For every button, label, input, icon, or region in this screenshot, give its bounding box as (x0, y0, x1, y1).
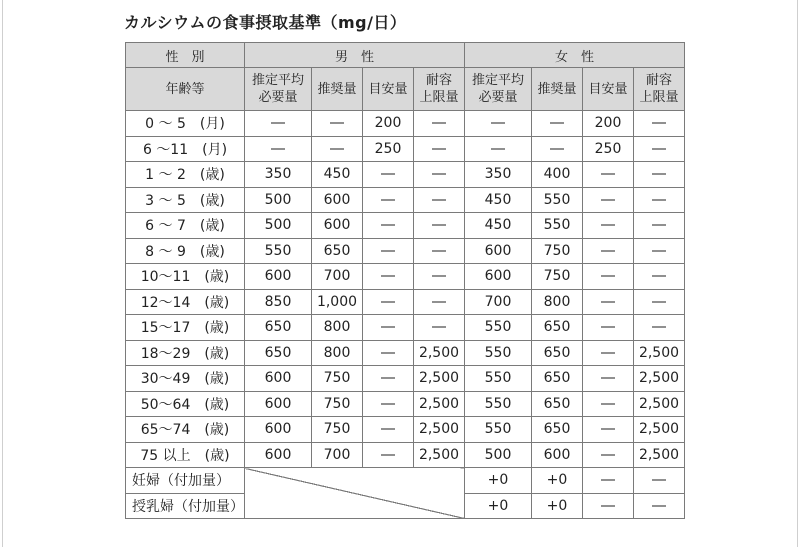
column-header: 目安量 (583, 68, 634, 111)
value-cell: ― (414, 111, 465, 137)
value-cell: +0 (465, 468, 532, 494)
value-cell: ― (363, 289, 414, 315)
value-cell: 500 (245, 187, 312, 213)
table-row (126, 417, 685, 443)
table-row (126, 366, 685, 392)
value-cell: ― (634, 468, 685, 494)
value-cell: +0 (532, 468, 583, 494)
value-cell: 600 (245, 442, 312, 468)
value-cell: 600 (245, 366, 312, 392)
value-cell: ― (363, 264, 414, 290)
group-label-cell: 妊婦（付加量） (126, 468, 245, 494)
value-cell: ― (583, 264, 634, 290)
table-row (126, 238, 685, 264)
value-cell: ― (583, 493, 634, 519)
value-cell: ― (363, 315, 414, 341)
value-cell: ― (634, 238, 685, 264)
value-cell: 550 (245, 238, 312, 264)
value-cell: 600 (245, 264, 312, 290)
value-cell: ― (414, 264, 465, 290)
age-cell: 1 ～ 2 (歳) (126, 162, 245, 188)
table-row (126, 391, 685, 417)
age-cell: 8 ～ 9 (歳) (126, 238, 245, 264)
value-cell: ― (245, 136, 312, 162)
table-row (126, 340, 685, 366)
value-cell: 700 (312, 264, 363, 290)
table-row (126, 136, 685, 162)
value-cell: 650 (312, 238, 363, 264)
value-cell: 2,500 (634, 366, 685, 392)
value-cell: 750 (312, 391, 363, 417)
value-cell: ― (363, 238, 414, 264)
column-header: 推定平均 必要量 (465, 68, 532, 111)
value-cell: ― (583, 238, 634, 264)
column-header: 推定平均 必要量 (245, 68, 312, 111)
table-row (126, 289, 685, 315)
value-cell: 250 (363, 136, 414, 162)
age-cell: 65～74 (歳) (126, 417, 245, 443)
age-cell: 10～11 (歳) (126, 264, 245, 290)
value-cell: 450 (312, 162, 363, 188)
male-header: 男 性 (245, 43, 465, 68)
value-cell: 400 (532, 162, 583, 188)
value-cell: ― (583, 442, 634, 468)
value-cell: ― (363, 162, 414, 188)
value-cell: ― (414, 162, 465, 188)
value-cell: 650 (245, 340, 312, 366)
not-applicable-diagonal-cell (245, 468, 465, 519)
value-cell: 450 (465, 213, 532, 239)
value-cell: ― (414, 238, 465, 264)
value-cell: ― (634, 111, 685, 137)
value-cell: ― (414, 136, 465, 162)
age-cell: 6 ～ 7 (歳) (126, 213, 245, 239)
value-cell: 2,500 (634, 391, 685, 417)
value-cell: ― (532, 111, 583, 137)
value-cell: 2,500 (414, 391, 465, 417)
table-row (126, 442, 685, 468)
column-header: 推奨量 (532, 68, 583, 111)
value-cell: 700 (312, 442, 363, 468)
value-cell: 550 (465, 340, 532, 366)
value-cell: 650 (532, 315, 583, 341)
value-cell: +0 (532, 493, 583, 519)
value-cell: ― (363, 417, 414, 443)
table-row (126, 162, 685, 188)
value-cell: 200 (363, 111, 414, 137)
group-label-cell: 授乳婦（付加量） (126, 493, 245, 519)
value-cell: ― (583, 213, 634, 239)
value-cell: ― (414, 187, 465, 213)
value-cell: ― (363, 366, 414, 392)
calcium-intake-table (125, 42, 685, 519)
value-cell: 650 (532, 391, 583, 417)
value-cell: 750 (532, 238, 583, 264)
value-cell: ― (312, 111, 363, 137)
value-cell: ― (583, 289, 634, 315)
value-cell: ― (583, 417, 634, 443)
value-cell: 500 (245, 213, 312, 239)
value-cell: +0 (465, 493, 532, 519)
value-cell: ― (312, 136, 363, 162)
age-cell: 3 ～ 5 (歳) (126, 187, 245, 213)
value-cell: 800 (312, 315, 363, 341)
value-cell: 650 (245, 315, 312, 341)
value-cell: ― (363, 213, 414, 239)
value-cell: 600 (532, 442, 583, 468)
value-cell: 250 (583, 136, 634, 162)
value-cell: 600 (465, 264, 532, 290)
value-cell: ― (634, 315, 685, 341)
age-cell: 50～64 (歳) (126, 391, 245, 417)
value-cell: ― (634, 187, 685, 213)
value-cell: 2,500 (414, 442, 465, 468)
value-cell: ― (583, 340, 634, 366)
value-cell: ― (634, 213, 685, 239)
table-body (126, 111, 685, 519)
table-row (126, 111, 685, 137)
value-cell: 650 (532, 417, 583, 443)
age-cell: 18～29 (歳) (126, 340, 245, 366)
value-cell: 550 (532, 187, 583, 213)
value-cell: 550 (465, 366, 532, 392)
value-cell: ― (583, 162, 634, 188)
value-cell: 350 (245, 162, 312, 188)
column-header: 推奨量 (312, 68, 363, 111)
value-cell: 2,500 (634, 340, 685, 366)
column-header: 目安量 (363, 68, 414, 111)
value-cell: 350 (465, 162, 532, 188)
value-cell: ― (634, 162, 685, 188)
age-cell: 75 以上 (歳) (126, 442, 245, 468)
value-cell: 800 (532, 289, 583, 315)
value-cell: ― (634, 264, 685, 290)
value-cell: ― (465, 111, 532, 137)
value-cell: 200 (583, 111, 634, 137)
age-header: 年齢等 (126, 68, 245, 111)
value-cell: 750 (312, 417, 363, 443)
value-cell: 1,000 (312, 289, 363, 315)
age-cell: 6 ～11 (月) (126, 136, 245, 162)
value-cell: 850 (245, 289, 312, 315)
value-cell: 600 (245, 417, 312, 443)
value-cell: 650 (532, 340, 583, 366)
value-cell: 2,500 (414, 366, 465, 392)
value-cell: 600 (465, 238, 532, 264)
table-row (126, 264, 685, 290)
value-cell: 550 (532, 213, 583, 239)
value-cell: 550 (465, 417, 532, 443)
page-title: カルシウムの食事摂取基準（mg/日） (124, 13, 407, 32)
value-cell: ― (414, 213, 465, 239)
page-border-left (2, 0, 3, 547)
value-cell: 550 (465, 315, 532, 341)
age-cell: 30～49 (歳) (126, 366, 245, 392)
table-row (126, 315, 685, 341)
value-cell: 2,500 (634, 442, 685, 468)
value-cell: ― (583, 391, 634, 417)
value-cell: ― (634, 289, 685, 315)
table-row (126, 187, 685, 213)
sex-header: 性 別 (126, 43, 245, 68)
value-cell: 450 (465, 187, 532, 213)
value-cell: 2,500 (414, 340, 465, 366)
value-cell: ― (363, 442, 414, 468)
value-cell: 800 (312, 340, 363, 366)
value-cell: 750 (312, 366, 363, 392)
age-cell: 0 ～ 5 (月) (126, 111, 245, 137)
value-cell: 550 (465, 391, 532, 417)
value-cell: 650 (532, 366, 583, 392)
value-cell: 600 (245, 391, 312, 417)
page-border-right (797, 0, 798, 547)
value-cell: 700 (465, 289, 532, 315)
age-cell: 12～14 (歳) (126, 289, 245, 315)
female-header: 女 性 (465, 43, 685, 68)
value-cell: 2,500 (634, 417, 685, 443)
age-cell: 15～17 (歳) (126, 315, 245, 341)
value-cell: 600 (312, 213, 363, 239)
value-cell: 500 (465, 442, 532, 468)
value-cell: ― (634, 136, 685, 162)
value-cell: ― (465, 136, 532, 162)
value-cell: ― (363, 187, 414, 213)
value-cell: ― (583, 315, 634, 341)
value-cell: ― (245, 111, 312, 137)
value-cell: 750 (532, 264, 583, 290)
table-row (126, 468, 685, 494)
value-cell: 2,500 (414, 417, 465, 443)
value-cell: ― (363, 340, 414, 366)
value-cell: 600 (312, 187, 363, 213)
value-cell: ― (414, 289, 465, 315)
column-header: 耐容 上限量 (634, 68, 685, 111)
value-cell: ― (583, 187, 634, 213)
table-row (126, 213, 685, 239)
column-header: 耐容 上限量 (414, 68, 465, 111)
value-cell: ― (363, 391, 414, 417)
value-cell: ― (583, 468, 634, 494)
value-cell: ― (532, 136, 583, 162)
value-cell: ― (414, 315, 465, 341)
value-cell: ― (634, 493, 685, 519)
value-cell: ― (583, 366, 634, 392)
